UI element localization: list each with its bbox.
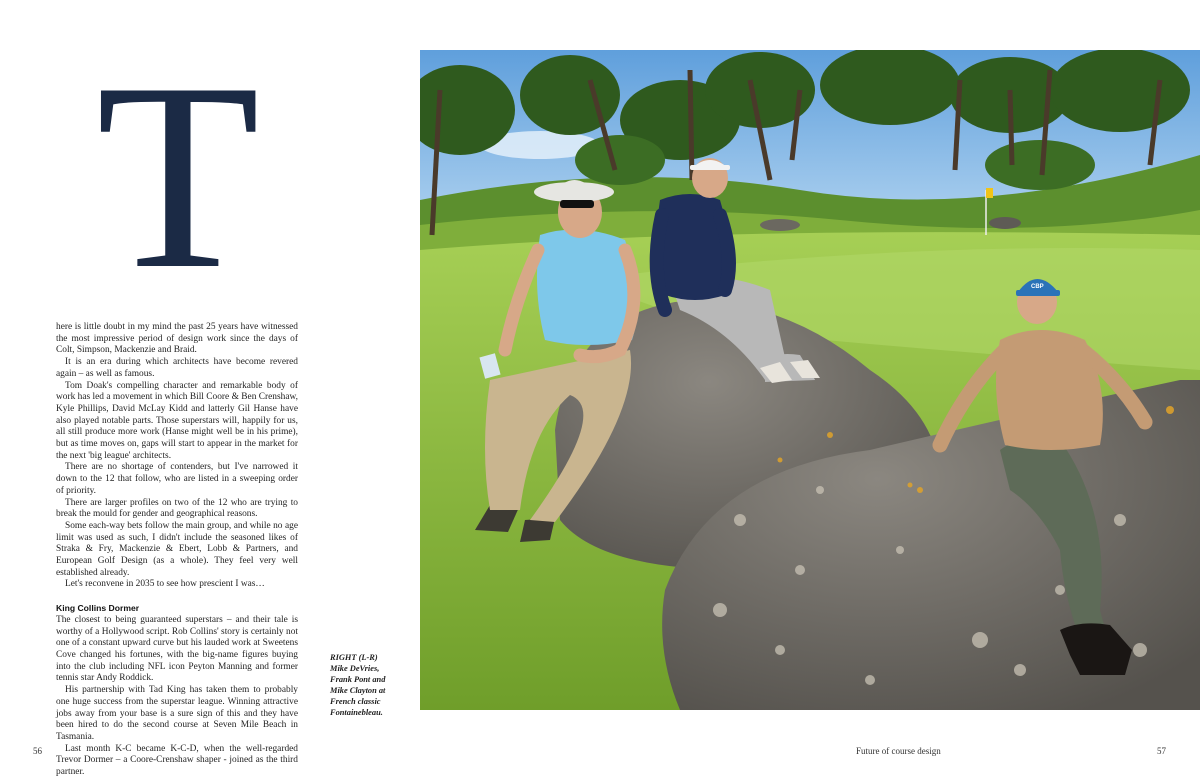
drop-cap-letter: T (96, 27, 260, 324)
section-paragraph: His partnership with Tad King has taken them to probably one huge success from the superstar league. Winning attractive jobs away from your base is a sure sign of this and they have been hired to do the second course at Seven Mile Beach in Tasmania. (56, 685, 298, 742)
article-paragraph: There are no shortage of contenders, but I've narrowed it down to the 12 that follow, who are listed in a sweeping order of priority. (56, 462, 298, 496)
caption-line: RIGHT (L-R) (330, 653, 378, 662)
flag-icon (986, 188, 993, 198)
article-paragraph: There are larger profiles on two of the 12 who are trying to break the mould for gender and geographical reasons. (56, 497, 298, 520)
article-paragraph: It is an era during which architects have become revered again – as well as famous. (56, 357, 298, 379)
running-title: Future of course design (856, 746, 941, 756)
photo-illustration (420, 50, 1200, 710)
caption-line: Fontainebleau. (330, 707, 383, 717)
article-paragraph: Let's reconvene in 2035 to see how prescient I was… (65, 579, 265, 590)
caption-line: French classic (330, 696, 381, 706)
caption-line: Mike Clayton at (330, 685, 386, 695)
section-paragraph: Last month K-C became K-C-D, when the well-regarded Trevor Dormer – a Coore-Crenshaw shaper - joined as the third partner. (56, 743, 298, 778)
section-paragraph: The closest to being guaranteed superstars – and their tale is worthy of a Hollywood script. Rob Collins' story is certainly not one of a constant upward curve but his lauded work at Sweetens Cove changed his fortunes, with the big-name figures buying into the club including NFL icon Peyton Manning and former tennis star Andy Roddick. (56, 614, 298, 684)
caption-line: Frank Pont and (330, 674, 386, 684)
page-number-right: 57 (1157, 746, 1166, 756)
photo-caption (330, 653, 402, 718)
article-paragraph: here is little doubt in my mind the past 25 years have witnessed the most impressive period of design work since the days of Colt, Simpson, Mackenzie and Braid. (56, 322, 298, 356)
cap-logo: CBP (1031, 284, 1044, 290)
section-heading: King Collins Dormer (56, 603, 140, 614)
article-paragraph: Some each-way bets follow the main group, and while no age limit was used as such, I didn't include the seasoned likes of Straka & Fry, Mackenzie & Ebert, Lobb & Partners, and European Golf Design (as a whole). They feel very well established already. (56, 520, 298, 578)
golf-course-photo (420, 50, 1200, 710)
article-paragraph: Tom Doak's compelling character and remarkable body of work has led a movement in which Bill Coore & Ben Crenshaw, Kyle Phillips, David McLay Kidd and latterly Gil Hanse have also played notable parts. Those superstars will, happily for us, all still produce more work (Hanse might well be in his prime), but as time moves on, gaps will start to appear in the market for the next 'big league' architects. (56, 380, 298, 461)
article-body (56, 322, 298, 779)
caption-line: Mike DeVries, (330, 663, 380, 673)
page-number-left: 56 (33, 746, 42, 756)
